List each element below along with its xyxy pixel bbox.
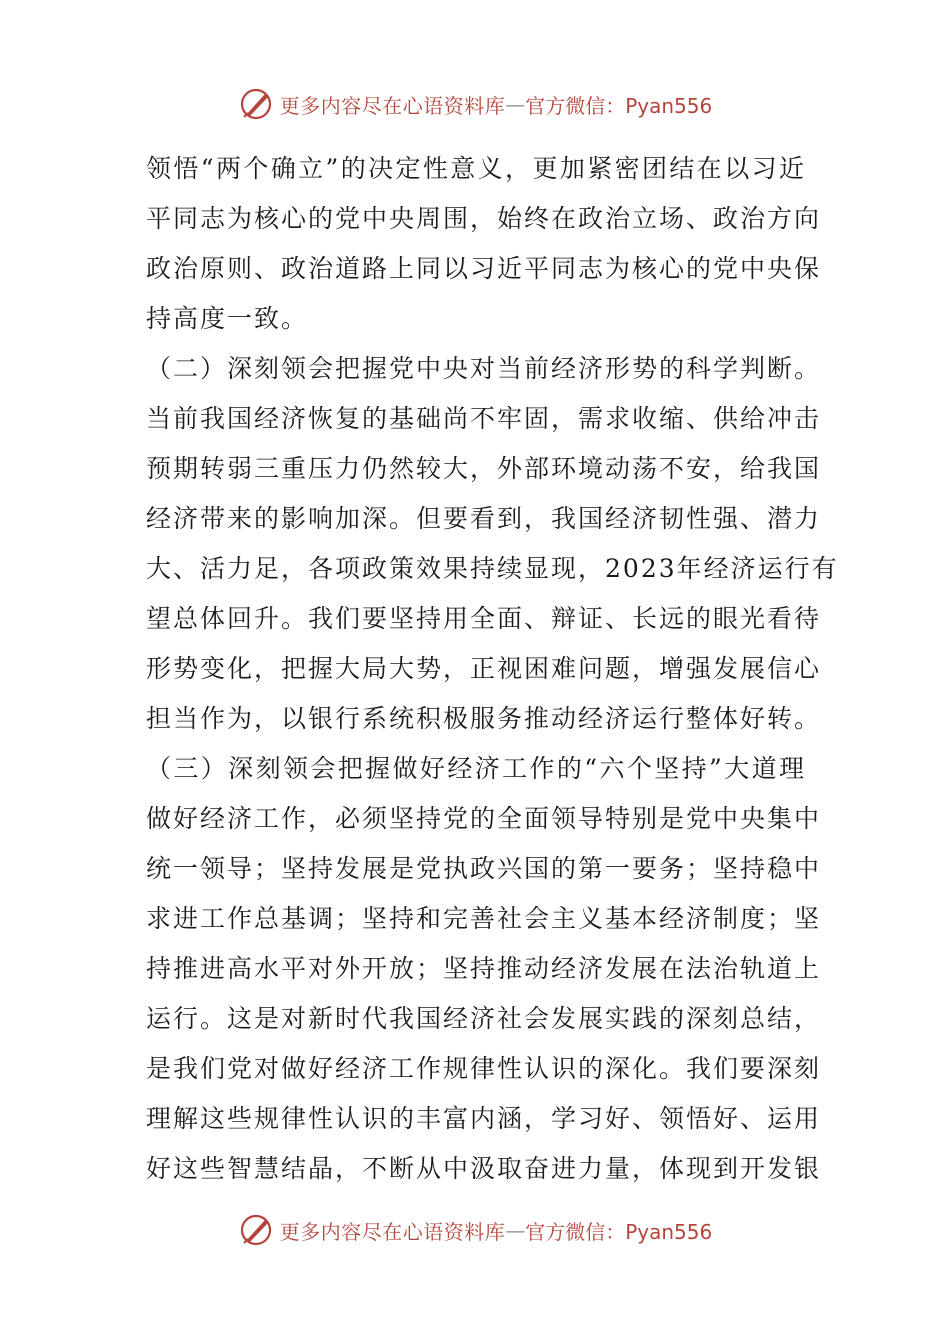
text-line: 理解这些规律性认识的丰富内涵，学习好、领悟好、运用 <box>146 1104 822 1133</box>
watermark-dash: — <box>505 1218 526 1242</box>
text-line: 大、活力足，各项政策效果持续显现，2023年经济运行有 <box>146 554 839 583</box>
text-line: 好这些智慧结晶，不断从中汲取奋进力量，体现到开发银 <box>146 1154 822 1183</box>
text-line: 当前我国经济恢复的基础尚不牢固，需求收缩、供给冲击 <box>146 404 822 433</box>
quill-pen-logo-icon <box>238 1212 274 1248</box>
watermark-title: 更多内容尽在心语资料库 <box>279 93 506 118</box>
text-line: 持高度一致。 <box>146 304 309 333</box>
text-line: 做好经济工作，必须坚持党的全面领导特别是党中央集中 <box>146 804 822 833</box>
text-line: 担当作为，以银行系统积极服务推动经济运行整体好转。 <box>146 704 822 733</box>
text-line: 预期转弱三重压力仍然较大，外部环境动荡不安，给我国 <box>146 454 822 483</box>
text-line: 平同志为核心的党中央周围，始终在政治立场、政治方向 <box>146 204 822 233</box>
watermark-dash: — <box>505 92 526 116</box>
text-line: 统一领导；坚持发展是党执政兴国的第一要务；坚持稳中 <box>146 854 822 883</box>
text-line: 望总体回升。我们要坚持用全面、辩证、长远的眼光看待 <box>146 604 822 633</box>
text-line: 形势变化，把握大局大势，正视困难问题，增强发展信心 <box>146 654 822 683</box>
text-line: 运行。这是对新时代我国经济社会发展实践的深刻总结， <box>146 1004 822 1033</box>
section-heading: （二）深刻领会把握党中央对当前经济形势的科学判断。 <box>146 354 822 383</box>
quill-pen-logo-icon <box>238 86 274 122</box>
text-line: 持推进高水平对外开放；坚持推动经济发展在法治轨道上 <box>146 954 822 983</box>
watermark-contact: 官方微信：Pyan556 <box>525 1219 713 1244</box>
watermark-contact: 官方微信：Pyan556 <box>525 93 713 118</box>
header-watermark <box>0 84 950 124</box>
text-line: 政治原则、政治道路上同以习近平同志为核心的党中央保 <box>146 254 822 283</box>
text-line: 领悟“两个确立”的决定性意义，更加紧密团结在以习近 <box>146 154 806 183</box>
footer-watermark <box>0 1210 950 1250</box>
watermark-title: 更多内容尽在心语资料库 <box>279 1219 506 1244</box>
section-heading: （三）深刻领会把握做好经济工作的“六个坚持”大道理 <box>146 754 806 783</box>
text-line: 经济带来的影响加深。但要看到，我国经济韧性强、潜力 <box>146 504 822 533</box>
text-line: 求进工作总基调；坚持和完善社会主义基本经济制度；坚 <box>146 904 822 933</box>
text-line: 是我们党对做好经济工作规律性认识的深化。我们要深刻 <box>146 1054 822 1083</box>
document-body <box>146 144 839 1194</box>
